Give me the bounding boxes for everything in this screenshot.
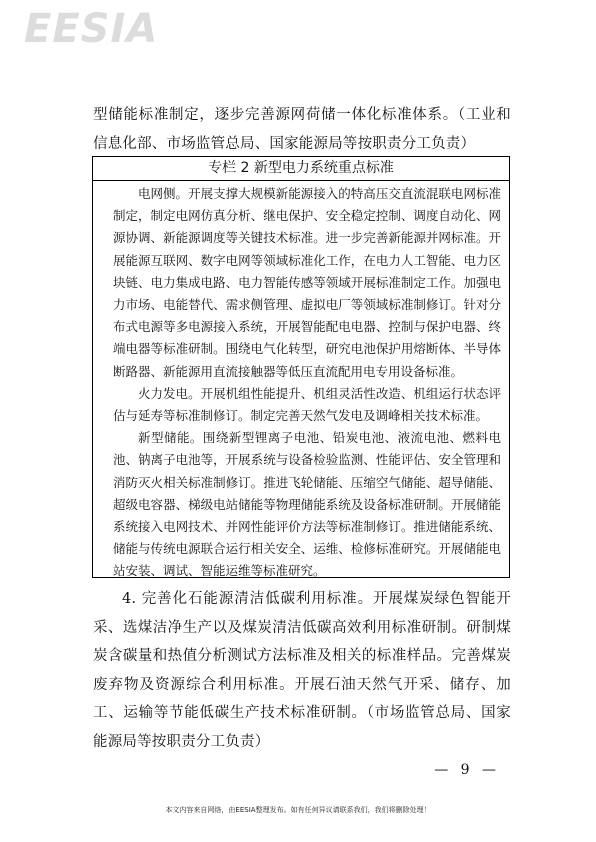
intro-paragraph: 型储能标准制定，逐步完善源网荷储一体化标准体系。（工业和信息化部、市场监管总局、国家能源局等按职责分工负责） [93,107,511,152]
feature-box-body [113,183,501,583]
grid-side-paragraph: 电网侧。开展支撑大规模新能源接入的特高压交直流混联电网标准制定，制定电网仿真分析、继电保护、安全稳定控制、调度自动化、网源协调、新能源调度等关键技术标准。进一步完善新能源并网标准。开展能源互联网、数字电网等领域标准化工作，在电力人工智能、电力区块链、电力集成电路、电力智能传感等领域开展标准制定工作。加强电力市场、电能替代、需求侧管理、虚拟电厂等领域标准制修订。针对分布式电源等多电源接入系统，开展智能配电电器、控制与保护电器、终端电器等标准研制。围绕电气化转型，研究电池保护用熔断体、半导体断路器、新能源用直流接触器等低压直流配用电专用设备标准。 [113,186,501,379]
energy-storage-paragraph: 新型储能。围绕新型锂离子电池、铅炭电池、液流电池、燃料电池、钠离子电池等，开展系统与设备检验监测、性能评估、安全管理和消防灭火相关标准制修订。推进飞轮储能、压缩空气储能、超导储能、超级电容器、梯级电站储能等物理储能系统及设备标准研制。开展储能系统接入电网技术、并网性能评价方法等标准制修订。推进储能系统、储能与传统电源联合运行相关安全、运维、检修标准研究。开展储能电站安装、调试、智能运维等标准研究。 [113,430,501,579]
section-paragraph: 4. 完善化石能源清洁低碳利用标准。开展煤炭绿色智能开采、选煤洁净生产以及煤炭清洁低碳高效利用标准研制。研制煤炭含碳量和热值分析测试方法标准及相关的标准样品。完善煤炭废弃物及资源综合利用标准。开展石油天然气开采、储存、加工、运输等节能低碳生产技术标准研制。（市场监管总局、国家能源局等按职责分工负责） [93,591,511,750]
thermal-power-paragraph: 火力发电。开展机组性能提升、机组灵活性改造、机组运行状态评估与延寿等标准制修订。制定完善天然气发电及调峰相关技术标准。 [113,385,501,424]
footer-note: 本文内容来自网络，由EESIA整理发布。如有任何异议请联系我们，我们将删除处理！ [165,806,431,814]
feature-box [92,156,510,578]
eesia-logo: EESIA [24,6,159,52]
page-number: — 9 — [434,762,500,778]
feature-box-title: 专栏 2 新型电力系统重点标准 [93,157,509,181]
